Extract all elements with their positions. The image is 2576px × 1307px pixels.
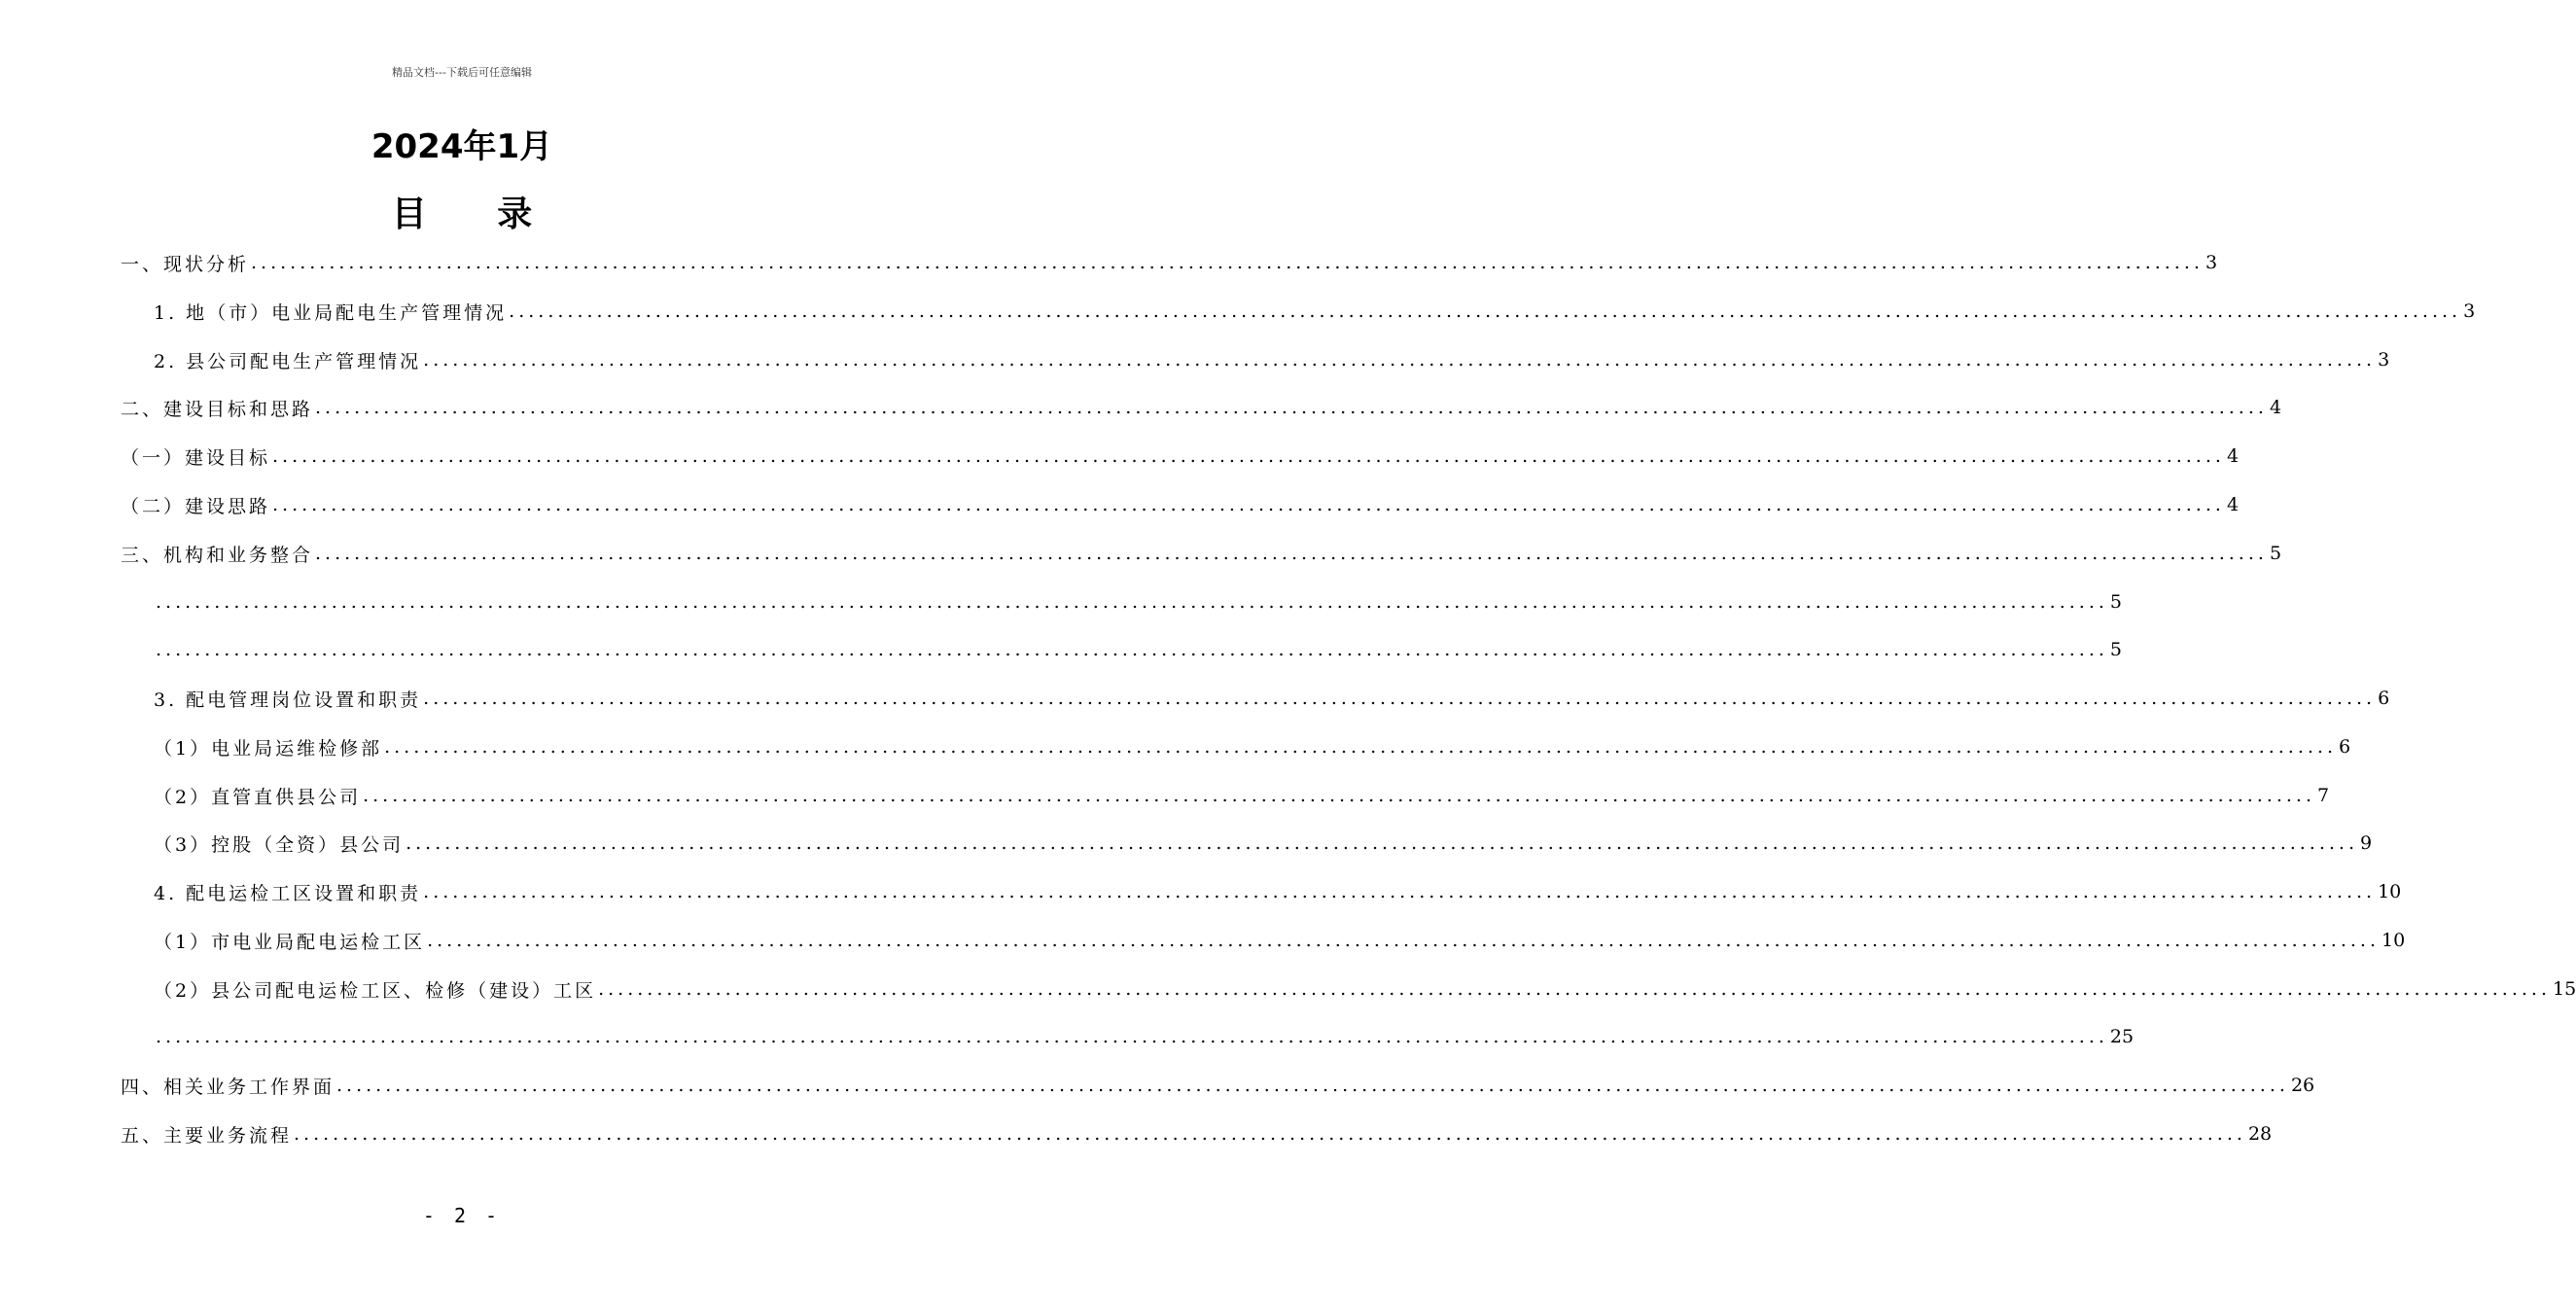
toc-entry-label: 五、主要业务流程: [121, 1124, 293, 1147]
toc-leader: ........................................................................................................................................................................................................: [406, 832, 2359, 854]
toc-entry-page: 4: [2226, 445, 2240, 467]
toc-entry[interactable]: [154, 626, 2123, 673]
toc-entry-page: 3: [2463, 300, 2476, 322]
toc-leader: ........................................................................................................................................................................................................: [156, 639, 2108, 660]
toc-entry-page: 10: [2382, 930, 2406, 951]
toc-entry-page: 5: [2269, 543, 2282, 564]
toc-entry-page: 26: [2290, 1075, 2315, 1096]
toc-entry[interactable]: [121, 1111, 2273, 1157]
toc-title: 目 录: [391, 194, 562, 234]
toc-leader: ........................................................................................................................................................................................................: [427, 930, 2381, 951]
toc-entry[interactable]: [154, 336, 2390, 383]
toc-entry-label: 四、相关业务工作界面: [121, 1076, 335, 1098]
toc-entry[interactable]: [154, 1013, 2135, 1060]
toc-entry-label: （1）市电业局配电运检工区: [154, 931, 426, 953]
toc-entry[interactable]: [154, 675, 2390, 722]
toc-entry-page: 5: [2109, 591, 2123, 613]
toc-leader: ........................................................................................................................................................................................................: [423, 349, 2377, 371]
toc-entry-page: 6: [2378, 688, 2390, 709]
toc-entry[interactable]: [154, 288, 2476, 335]
toc-leader: ........................................................................................................................................................................................................: [315, 397, 2268, 418]
toc-entry-page: 6: [2339, 736, 2351, 758]
toc-leader: ........................................................................................................................................................................................................: [598, 978, 2552, 1000]
toc-entry-page: 9: [2360, 832, 2373, 854]
toc-leader: ........................................................................................................................................................................................................: [363, 785, 2316, 806]
toc-entry[interactable]: [154, 820, 2373, 866]
toc-entry[interactable]: [121, 481, 2240, 528]
toc-leader: ........................................................................................................................................................................................................: [315, 543, 2268, 564]
toc-leader: ........................................................................................................................................................................................................: [272, 445, 2225, 467]
toc-entry-page: 15: [2553, 978, 2576, 1000]
toc-leader: ........................................................................................................................................................................................................: [272, 494, 2225, 515]
toc-entry[interactable]: [154, 868, 2402, 915]
toc-entry[interactable]: [121, 530, 2282, 577]
toc-entry-page: 3: [2205, 252, 2218, 273]
toc-entry-label: 二、建设目标和思路: [121, 398, 314, 420]
toc-entry[interactable]: [154, 724, 2351, 770]
toc-entry[interactable]: [154, 917, 2406, 964]
toc-entry-label: 2. 县公司配电生产管理情况: [154, 350, 422, 372]
toc-entry[interactable]: [154, 772, 2330, 819]
toc-entry-label: 一、现状分析: [121, 253, 250, 275]
toc-entry-page: 10: [2378, 881, 2402, 902]
header-note: 精品文档---下载后可任意编辑: [392, 66, 532, 79]
toc-entry-label: （2）县公司配电运检工区、检修（建设）工区: [154, 979, 597, 1002]
toc-leader: ........................................................................................................................................................................................................: [294, 1123, 2246, 1145]
toc-leader: ........................................................................................................................................................................................................: [156, 1026, 2108, 1047]
toc-entry[interactable]: [121, 1062, 2315, 1109]
toc-entry[interactable]: [121, 384, 2282, 431]
toc-entry-label: （一）建设目标: [121, 446, 271, 469]
toc-entry[interactable]: [121, 433, 2240, 479]
date-title: 2024年1月: [371, 127, 553, 166]
toc-leader: ........................................................................................................................................................................................................: [423, 688, 2377, 709]
toc-entry-page: 4: [2269, 397, 2282, 418]
toc-entry-label: （2）直管直供县公司: [154, 786, 362, 808]
toc-entry[interactable]: [154, 579, 2123, 625]
toc-entry-page: 5: [2109, 639, 2123, 660]
toc-entry-label: 1. 地（市）电业局配电生产管理情况: [154, 301, 508, 324]
toc-entry-label: 4. 配电运检工区设置和职责: [154, 882, 422, 904]
toc-entry-label: （3）控股（全资）县公司: [154, 833, 405, 856]
toc-entry-label: 三、机构和业务整合: [121, 544, 314, 566]
toc-entry-page: 28: [2247, 1123, 2273, 1145]
toc-leader: ........................................................................................................................................................................................................: [336, 1075, 2289, 1096]
toc-entry-label: 3. 配电管理岗位设置和职责: [154, 689, 422, 711]
toc-entry-page: 4: [2226, 494, 2240, 515]
toc-leader: ........................................................................................................................................................................................................: [384, 736, 2338, 758]
toc-entry-label: （1）电业局运维检修部: [154, 737, 383, 759]
toc-entry[interactable]: [154, 966, 2576, 1012]
toc-entry-label: （二）建设思路: [121, 495, 271, 517]
toc-entry-page: 7: [2317, 785, 2330, 806]
toc-leader: ........................................................................................................................................................................................................: [156, 591, 2108, 613]
toc-entry-page: 3: [2378, 349, 2390, 371]
toc-leader: ........................................................................................................................................................................................................: [509, 300, 2462, 322]
toc-leader: ........................................................................................................................................................................................................: [423, 881, 2377, 902]
toc-entry[interactable]: [121, 239, 2218, 286]
toc-entry-page: 25: [2109, 1026, 2135, 1047]
toc-leader: ........................................................................................................................................................................................................: [251, 252, 2204, 273]
page-number: - 2 -: [422, 1204, 502, 1227]
